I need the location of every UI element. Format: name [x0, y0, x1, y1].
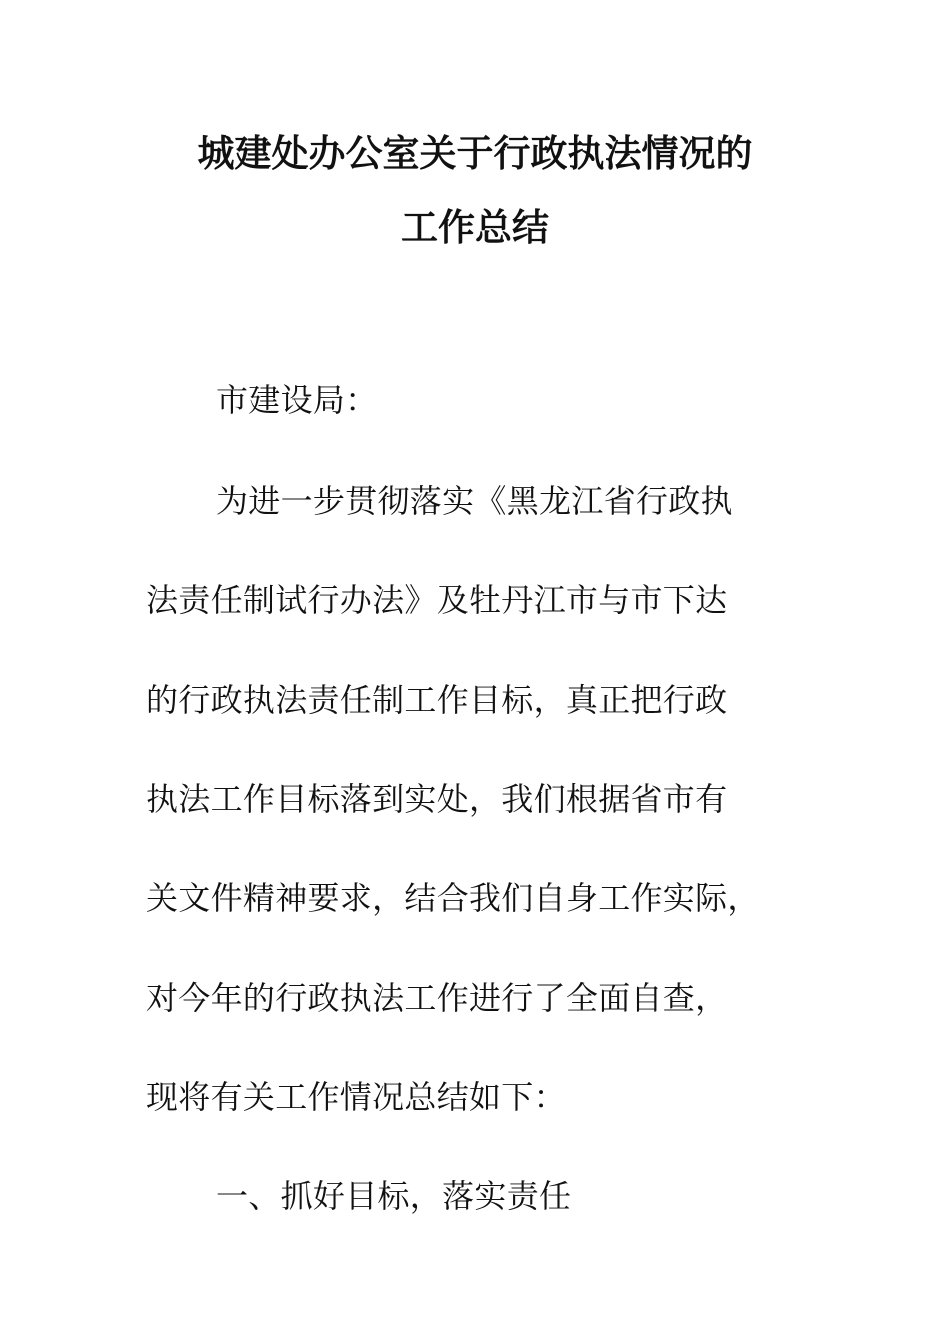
document-title-line-2: 工作总结: [401, 205, 549, 249]
paragraph-line: 关文件精神要求，结合我们自身工作实际，: [146, 879, 760, 917]
paragraph-line: 为进一步贯彻落实《黑龙江省行政执: [216, 482, 733, 520]
paragraph-line: 的行政执法责任制工作目标，真正把行政: [146, 681, 728, 719]
paragraph-line: 对今年的行政执法工作进行了全面自查，: [146, 979, 728, 1017]
document-title-line-1: 城建处办公室关于行政执法情况的: [197, 131, 753, 175]
paragraph-line: 现将有关工作情况总结如下：: [146, 1078, 566, 1116]
paragraph-line: 执法工作目标落到实处，我们根据省市有: [146, 780, 728, 818]
section-heading: 一、抓好目标，落实责任: [216, 1177, 572, 1215]
salutation: 市建设局：: [216, 381, 378, 419]
paragraph-line: 法责任制试行办法》及牡丹江市与市下达: [146, 581, 728, 619]
